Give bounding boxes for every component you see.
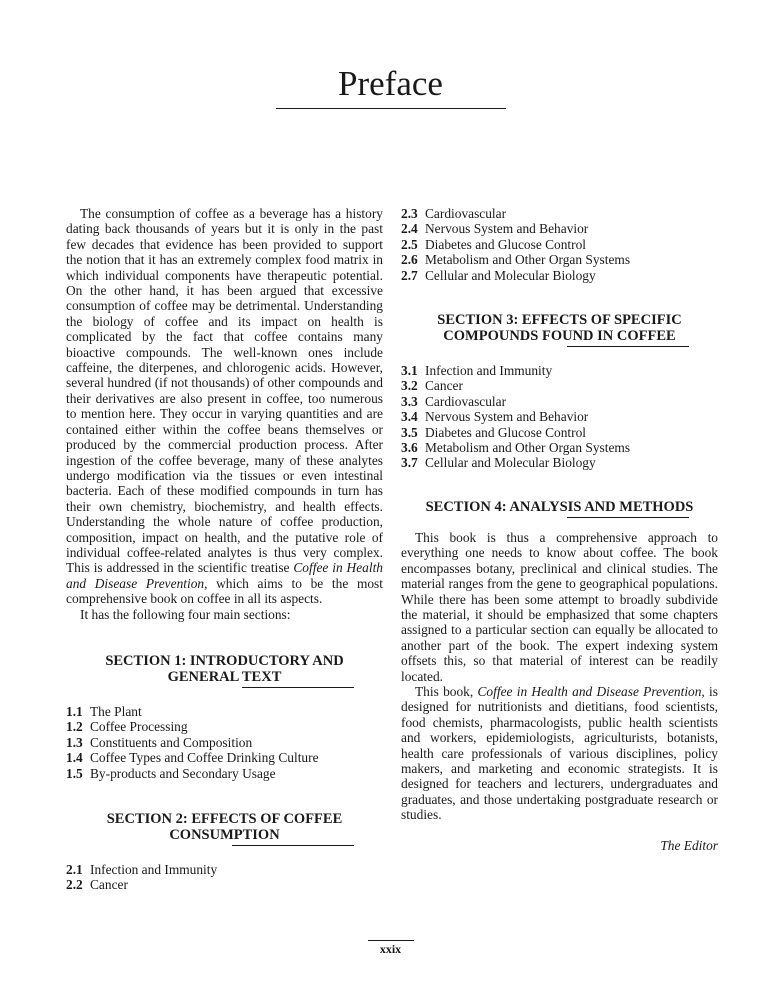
item-number: 3.6 [401, 440, 418, 456]
item-number: 2.4 [401, 221, 418, 237]
item-number: 2.1 [66, 862, 83, 877]
page-title: Preface [338, 64, 443, 103]
section-heading-line: COMPOUNDS FOUND IN COFFEE [443, 328, 676, 345]
book-title-italic: Coffee in Health and Disease Prevention [66, 560, 383, 591]
item-number: 3.5 [401, 424, 418, 440]
section-4-heading: SECTION 4: ANALYSIS AND METHODS [425, 498, 694, 515]
item-number: 1.4 [66, 750, 83, 766]
list-item [401, 378, 718, 393]
book-title-italic: Coffee in Health and Disease Prevention, [477, 683, 705, 699]
closing-paragraph-2 [401, 684, 718, 823]
item-number: 3.1 [401, 363, 418, 379]
closing-text-b: is designed for nutritionists and dietitians, food scientists, food chemists, pharmacologists, public health scientists and workers, epidemiologists, agriculturists, botanists, health care professionals of various disciplines, policy makers, and marketing and economic strategists. It is designed for teachers and lecturers, undergraduates and graduates, and those undertaking postgraduate research or studies. [401, 683, 718, 823]
list-item [401, 252, 718, 267]
item-number: 3.2 [401, 378, 418, 394]
section-2-list-continued [401, 206, 718, 283]
item-label: By-products and Secondary Usage [90, 765, 276, 781]
item-number: 2.5 [401, 236, 418, 252]
title-underline [276, 108, 506, 109]
list-item [401, 206, 718, 221]
section-3-list [401, 363, 718, 471]
item-label: Cancer [90, 877, 128, 893]
item-label: Infection and Immunity [90, 862, 218, 877]
item-label: Coffee Processing [90, 719, 188, 735]
item-label: Infection and Immunity [425, 363, 553, 379]
section-2-heading [66, 811, 383, 843]
item-number: 2.7 [401, 267, 418, 283]
list-item [401, 237, 718, 252]
left-column [66, 206, 383, 893]
list-item [401, 425, 718, 440]
item-label: Cellular and Molecular Biology [425, 267, 596, 283]
list-item [66, 735, 383, 750]
list-item [401, 440, 718, 455]
section-heading-line: SECTION 2: EFFECTS OF COFFEE [106, 811, 343, 827]
right-column [401, 206, 718, 853]
section-heading-line: SECTION 3: EFFECTS OF SPECIFIC [437, 312, 682, 329]
section-1-list [66, 704, 383, 781]
item-number: 1.5 [66, 765, 83, 781]
item-label: Constituents and Composition [90, 734, 253, 750]
item-label: Cellular and Molecular Biology [425, 455, 596, 471]
list-item [401, 221, 718, 236]
section-2-list [66, 862, 383, 893]
list-item [66, 719, 383, 734]
section-heading-line: GENERAL TEXT [167, 668, 282, 685]
list-item [401, 394, 718, 409]
page-number-rule [368, 940, 414, 941]
list-item [401, 268, 718, 283]
item-number: 3.3 [401, 393, 418, 409]
list-item [66, 877, 383, 892]
section-3-heading [401, 312, 718, 344]
item-label: Coffee Types and Coffee Drinking Culture [90, 750, 319, 766]
item-number: 1.2 [66, 719, 83, 735]
list-item [66, 704, 383, 719]
section-heading-line: CONSUMPTION [169, 827, 280, 843]
closing-text-a: This book, [415, 683, 478, 699]
list-item [66, 766, 383, 781]
item-label: Cancer [425, 378, 463, 394]
list-item [66, 750, 383, 765]
list-item [401, 363, 718, 378]
item-label: Metabolism and Other Organ Systems [425, 252, 631, 268]
item-label: Cardiovascular [425, 393, 507, 409]
item-number: 2.2 [66, 877, 83, 893]
intro-paragraph-1 [66, 206, 383, 607]
item-label: Diabetes and Glucose Control [425, 236, 587, 252]
item-label: Cardiovascular [425, 206, 507, 221]
closing-paragraph-1: This book is thus a comprehensive approach to everything one needs to know about coffee. The book encompasses botany, preclinical and clinical studies. The material ranges from the gene to geographical populations. While there has been some attempt to broadly subdivide the material, it should be emphasized that some chapters assigned to a particular section can equally be allocated to another part of the book. The expert indexing system offsets this, so that material of interest can be readily located. [401, 529, 718, 684]
intro-text-b: , which aims to be the most comprehensive book on coffee in all its aspects. [66, 575, 383, 607]
list-item [401, 409, 718, 424]
item-label: Nervous System and Behavior [425, 409, 589, 425]
list-item [401, 455, 718, 470]
list-item [66, 862, 383, 877]
item-number: 3.7 [401, 455, 418, 471]
item-label: Diabetes and Glucose Control [425, 424, 587, 440]
intro-paragraph-2: It has the following four main sections: [80, 606, 291, 622]
item-number: 1.3 [66, 734, 83, 750]
item-number: 2.6 [401, 252, 418, 268]
editor-signature: The Editor [660, 837, 718, 853]
section-heading-line: SECTION 1: INTRODUCTORY AND [105, 652, 344, 669]
section-1-heading [66, 653, 383, 685]
item-label: Metabolism and Other Organ Systems [425, 440, 631, 456]
item-number: 2.3 [401, 206, 418, 221]
item-number: 3.4 [401, 409, 418, 425]
page-number: xxix [379, 942, 402, 956]
item-label: Nervous System and Behavior [425, 221, 589, 237]
item-number: 1.1 [66, 703, 83, 719]
intro-text-a: The consumption of coffee as a beverage has a history dating back thousands of years but it is only in the past few decades that evidence has been provided to support the notion that it has an extremely complex food matrix in which individual components have therapeutic potential. On the other hand, it has been argued that excessive consumption of coffee may be detrimental. Understanding the biology of coffee and its impact on health is complicated by the fact that coffee contains many bioactive compounds. The well-known ones include caffeine, the diterpenes, and chlorogenic acids. However, several hundred (if not thousands) of other compounds and their derivatives are also present in coffee, too numerous to mention here. They occur in varying quantities and are contained either within the coffee beans themselves or produced by the commercial production process. After ingestion of the coffee beverage, many of these analytes undergo modification via the tissues or even intestinal bacteria. Each of these modified compounds in turn has their own chemistry, biochemistry, and health effects. Understanding the whole nature of coffee production, composition, impact on health, and the putative role of individual coffee-related analytes is thus very complex. This is addressed in the scientific treatise [66, 206, 383, 576]
item-label: The Plant [90, 703, 142, 719]
